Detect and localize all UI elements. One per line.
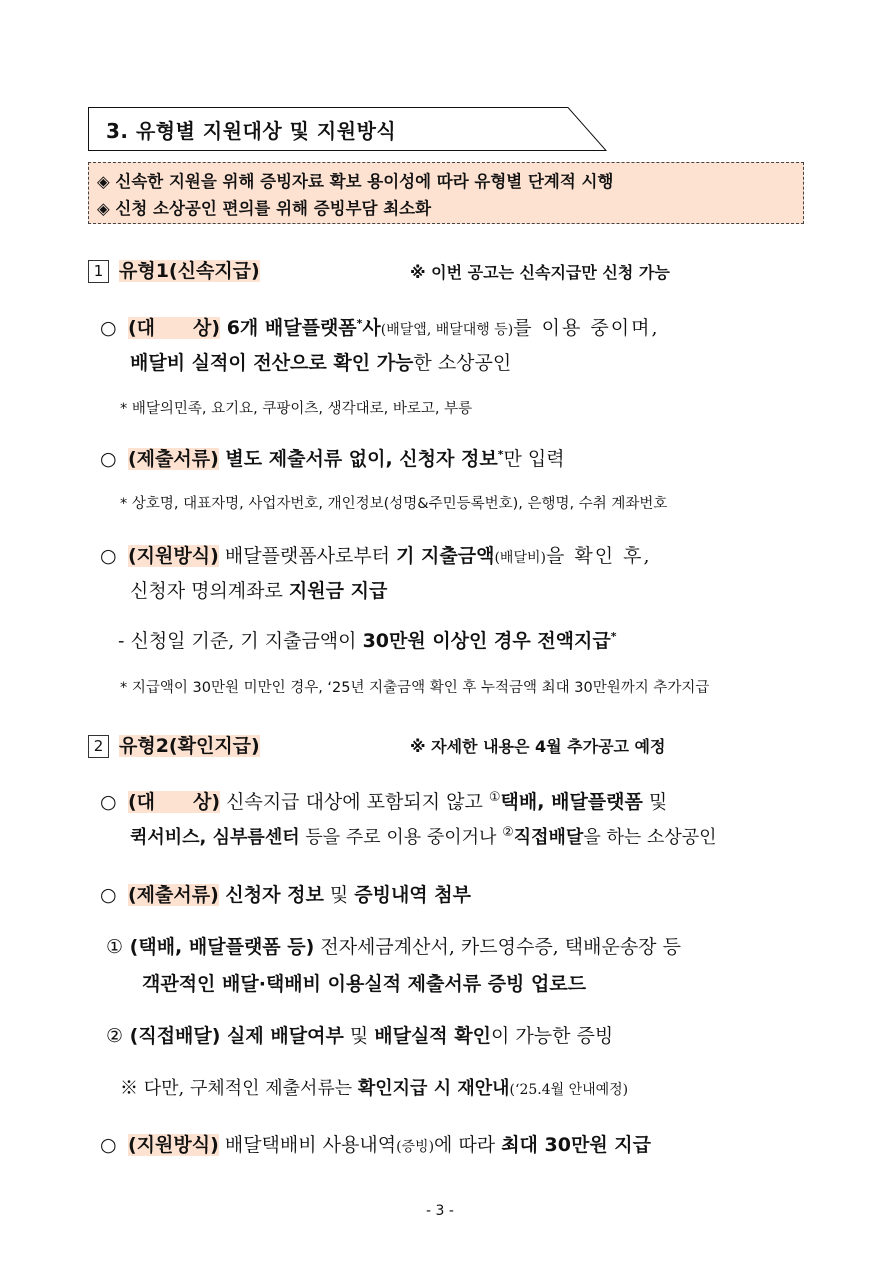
type2-docs-note-text: ※ 다만, 구체적인 제출서류는: [120, 1078, 358, 1099]
type2-docs-note-bold: 확인지급 시 재안내: [357, 1078, 510, 1099]
type1-method-label: (지원방식): [128, 545, 219, 567]
type2-method-text-2: 에 따라: [434, 1134, 502, 1156]
footnote-mark: *: [497, 448, 504, 461]
type1-docs-footnote: * 상호명, 대표자명, 사업자번호, 개인정보(성명&주민등록번호), 은행명, 수취 계좌번호: [120, 496, 668, 512]
type2-docs-item-1: [106, 932, 681, 959]
type2-title: 유형2(확인지급): [119, 735, 260, 757]
type2-target-bold-2: 퀵서비스, 심부름센터: [130, 827, 300, 848]
type2-method-line: [100, 1130, 651, 1157]
type1-target-text: 6개 배달플랫폼: [220, 317, 357, 339]
type2-docs-item2-text-2: 이 가능한 증빙: [491, 1025, 614, 1047]
section-title: 3. 유형별 지원대상 및 지원방식: [106, 119, 397, 143]
type2-target-line-1: [100, 787, 667, 814]
type2-target-bold-3: 직접배달: [513, 827, 584, 848]
type2-docs-bold: 증빙내역 첨부: [354, 884, 471, 906]
bullet: ○: [100, 448, 117, 470]
type1-target-bold: 배달비 실적이 전산으로 확인 가능: [130, 352, 414, 374]
type2-note: ※ 자세한 내용은 4월 추가공고 예정: [410, 737, 666, 756]
bullet: ○: [100, 791, 117, 813]
type1-method-line-1: [100, 541, 652, 568]
type1-method-text-2: 을 확인 후,: [545, 545, 652, 567]
type1-target-text-2: 사: [362, 317, 381, 339]
circled-one: ①: [106, 936, 124, 958]
type2-docs-label: (제출서류): [128, 884, 219, 906]
type1-method-footnote: * 지급액이 30만원 미만인 경우, ‘25년 지출금액 확인 후 누적금액 최대 30만원까지 추가지급: [120, 680, 710, 696]
summary-line-1: ◈ 신속한 지원을 위해 증빙자료 확보 용이성에 따라 유형별 단계적 시행: [97, 172, 614, 191]
type2-docs-text-2: 및: [323, 884, 355, 906]
type1-method-dash-line: [118, 626, 617, 653]
type2-docs-item1-bold: (택배, 배달플랫폼 등): [123, 936, 315, 958]
type2-target-label: (대 상): [128, 791, 221, 813]
type2-heading: [88, 731, 260, 758]
type1-title: 유형1(신속지급): [119, 260, 260, 282]
type2-method-bold: 최대 30만원 지급: [501, 1134, 651, 1156]
circled-two: ②: [502, 825, 514, 840]
type2-method-text: 배달택배비 사용내역: [218, 1134, 397, 1156]
type2-docs-text: 신청자 정보: [218, 884, 324, 906]
type2-docs-line: [100, 880, 471, 907]
type1-number: 1: [88, 260, 109, 283]
type1-note: ※ 이번 공고는 신속지급만 신청 가능: [410, 263, 670, 282]
type2-docs-item1-text: 전자세금계산서, 카드영수증, 택배운송장 등: [314, 936, 681, 958]
circled-one: ①: [488, 790, 501, 805]
type1-target-line-2: [130, 348, 511, 375]
summary-line-2: ◈ 신청 소상공인 편의를 위해 증빙부담 최소화: [97, 199, 432, 218]
type1-target-line-1: [100, 313, 660, 340]
type1-method-dash-text: - 신청일 기준, 기 지출금액이: [118, 630, 363, 652]
type1-method-line-2: [130, 576, 387, 603]
type1-docs-text-2: 만 입력: [503, 448, 565, 470]
type2-target-text-3: 등을 주로 이용 중이거나: [299, 827, 503, 848]
type2-docs-note-paren: (‘25.4월 안내예정): [509, 1082, 629, 1098]
summary-box: [88, 162, 804, 224]
footnote-mark: *: [356, 317, 363, 330]
bullet: ○: [100, 545, 117, 567]
type2-docs-item-1-line-2: 객관적인 배달·택배비 이용실적 제출서류 증빙 업로드: [142, 973, 587, 995]
type1-target-label: (대 상): [128, 317, 221, 339]
type2-docs-note: [120, 1074, 628, 1100]
type1-method-bold-2: 지원금 지급: [288, 580, 388, 602]
type1-method-dash-bold: 30만원 이상인 경우 전액지급: [362, 630, 611, 652]
type1-target-paren: (배달앱, 배달대행 등): [380, 322, 514, 338]
footnote-mark: *: [610, 630, 617, 643]
type1-docs-label: (제출서류): [128, 448, 219, 470]
type2-target-text-4: 을 하는 소상공인: [583, 827, 717, 848]
type2-target-text: 신속지급 대상에 포함되지 않고: [220, 791, 489, 813]
type1-docs-text: 별도 제출서류 없이, 신청자 정보: [218, 448, 498, 470]
page-number: - 3 -: [426, 1203, 454, 1219]
type2-target-bold: 택배, 배달플랫폼: [500, 791, 643, 813]
type2-docs-item2-text: 및: [343, 1025, 375, 1047]
bullet: ○: [100, 317, 117, 339]
section-header: [88, 107, 608, 151]
type1-method-paren: (배달비): [494, 550, 546, 566]
type1-heading: [88, 256, 260, 283]
type2-docs-item-2: [106, 1021, 613, 1048]
type1-target-text-3: 를 이용 중이며,: [513, 317, 660, 339]
type1-method-bold: 기 지출금액: [396, 545, 495, 567]
circled-two: ②: [106, 1025, 124, 1047]
bullet: ○: [100, 1134, 117, 1156]
type1-docs-line: [100, 444, 565, 471]
type1-method-text-3: 신청자 명의계좌로: [130, 580, 289, 602]
type2-target-text-2: 및: [642, 791, 668, 813]
type1-method-text: 배달플랫폼사로부터: [218, 545, 397, 567]
type2-target-line-2: [130, 823, 717, 849]
type2-method-paren: (증빙): [396, 1139, 435, 1155]
bullet: ○: [100, 884, 117, 906]
type1-target-footnote: * 배달의민족, 요기요, 쿠팡이츠, 생각대로, 바로고, 부릉: [120, 401, 473, 417]
type2-method-label: (지원방식): [128, 1134, 219, 1156]
type2-number: 2: [88, 735, 109, 758]
type2-docs-item2-bold-2: 배달실적 확인: [374, 1025, 491, 1047]
type2-docs-item2-bold: (직접배달) 실제 배달여부: [123, 1025, 344, 1047]
type1-target-text-4: 한 소상공인: [413, 352, 512, 374]
